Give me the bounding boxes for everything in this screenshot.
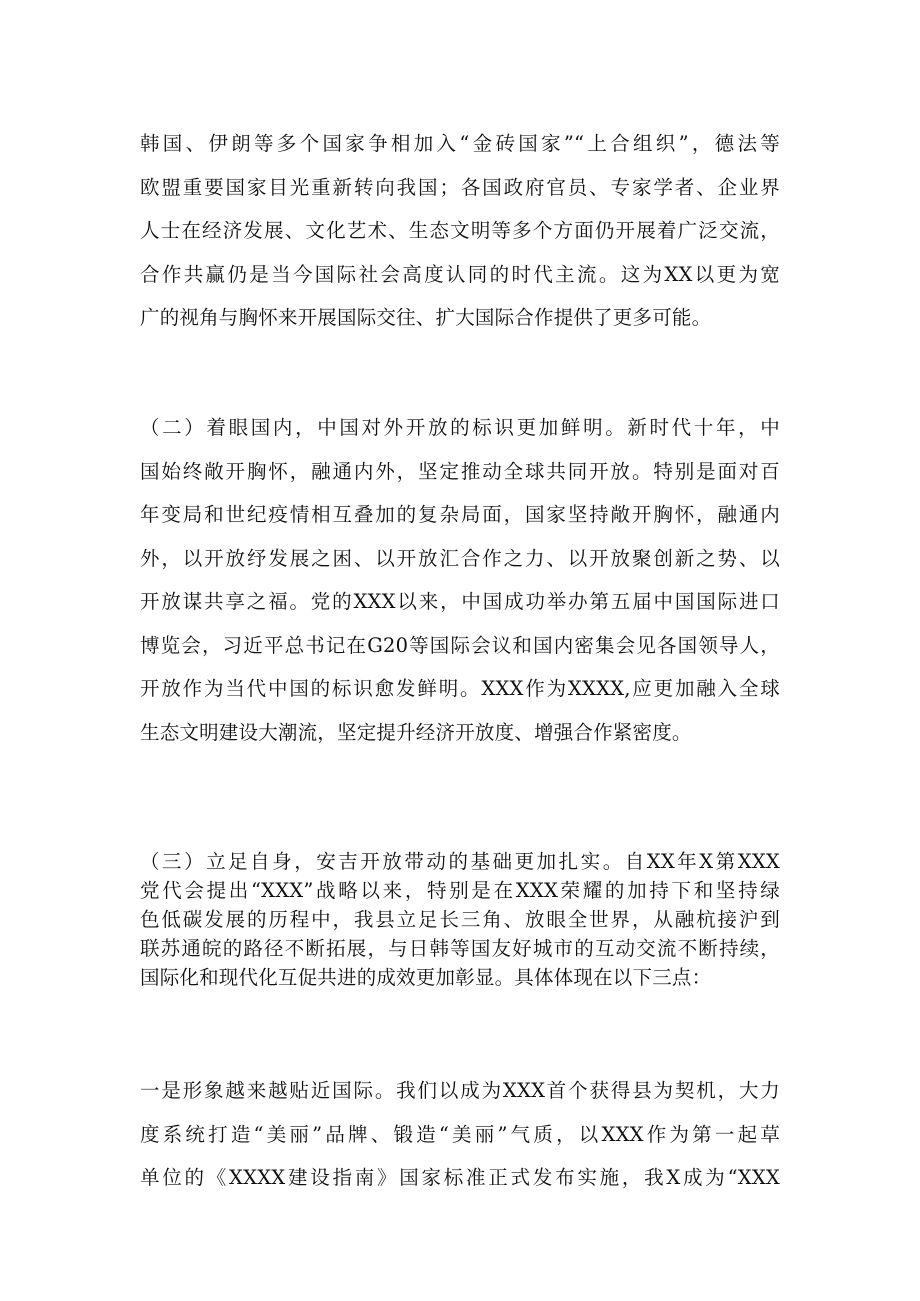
text-line: （三）立足自身，安吉开放带动的基础更加扎实。自XX年X第XXX — [140, 850, 780, 873]
text-line: 色低碳发展的历程中，我县立足长三角、放眼全世界，从融杭接沪到 — [140, 908, 780, 931]
text-line: 联苏通皖的路径不断拓展，与日韩等国友好城市的互动交流不断持续， — [140, 937, 780, 960]
text-line: 欧盟重要国家目光重新转向我国；各国政府官员、专家学者、企业界 — [140, 175, 780, 199]
text-line: （二）着眼国内，中国对外开放的标识更加鲜明。新时代十年，中 — [140, 416, 780, 439]
text-line: 开放谋共享之福。党的XXX以来，中国成功举办第五届中国国际进口 — [140, 590, 780, 613]
text-line: 博览会，习近平总书记在G20等国际会议和国内密集会见各国领导人， — [140, 633, 780, 657]
text-line: 国始终敞开胸怀，融通内外，坚定推动全球共同开放。特别是面对百 — [140, 459, 780, 483]
text-line: 一是形象越来越贴近国际。我们以成为XXX首个获得县为契机，大力 — [140, 1079, 780, 1102]
text-line: 单位的《XXXX建设指南》国家标准正式发布实施，我X成为“XXX — [140, 1166, 780, 1189]
text-line: 合作共赢仍是当今国际社会高度认同的时代主流。这为XX以更为宽 — [140, 262, 780, 286]
text-line: 度系统打造“美丽”品牌、锻造“美丽”气质，以XXX作为第一起草 — [140, 1122, 780, 1146]
paragraph-section-two — [140, 406, 780, 754]
text-line: 生态文明建设大潮流，坚定提升经济开放度、增强合作紧密度。 — [140, 720, 692, 744]
text-line: 国际化和现代化互促共进的成效更加彰显。具体体现在以下三点： — [140, 966, 712, 989]
text-line: 人士在经济发展、文化艺术、生态文明等多个方面仍开展着广泛交流， — [140, 219, 780, 242]
paragraph-point-one — [140, 1069, 780, 1200]
text-line: 开放作为当代中国的标识愈发鲜明。XXX作为XXXX,应更加融入全球 — [140, 677, 780, 700]
text-line: 广的视角与胸怀来开展国际交往、扩大国际合作提供了更多可能。 — [140, 306, 712, 329]
text-line: 外，以开放纾发展之困、以开放汇合作之力、以开放聚创新之势、以 — [140, 546, 780, 570]
text-line: 韩国、伊朗等多个国家争相加入“金砖国家”“上合组织”，德法等 — [140, 132, 780, 155]
paragraph-section-three — [140, 847, 780, 992]
text-line: 党代会提出“XXX”战略以来，特别是在XXX荣耀的加持下和坚持绿 — [140, 879, 780, 902]
text-line: 年变局和世纪疫情相互叠加的复杂局面，国家坚持敞开胸怀，融通内 — [140, 503, 780, 526]
paragraph-international-situation — [140, 122, 780, 340]
